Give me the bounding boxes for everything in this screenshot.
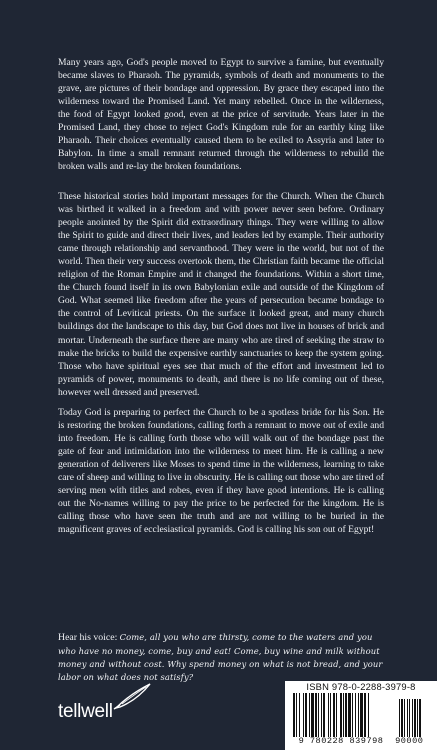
isbn-label: ISBN 978-0-2288-3979-8 [306, 681, 416, 692]
barcode-bars [293, 693, 429, 737]
quote-text: Come, all you who are thirsty, come to the waters and you who have no money, come, buy and eat! Come, buy wine and milk without money and without cost. Why spend money on what is not bread, and your labor on what does not satisfy? [58, 632, 383, 683]
barcode-bar [321, 693, 322, 737]
barcode-bar [299, 693, 300, 737]
barcode-bar [303, 693, 304, 737]
barcode-bar [345, 693, 347, 737]
barcode-bar [323, 693, 325, 737]
isbn-barcode [285, 681, 437, 750]
ean-addon: 90000 [395, 736, 424, 746]
barcode-bar [364, 693, 366, 737]
barcode-bar [330, 693, 331, 737]
ean-main: 9 780228 839798 [298, 736, 384, 746]
barcode-bar [360, 693, 363, 737]
barcode-bar [328, 693, 329, 737]
blurb-paragraph-2 [58, 190, 384, 399]
barcode-bar [315, 693, 317, 737]
paragraph-text: These historical stories hold important messages for the Church. When the Church was birthed it walked in a freedom and with power never seen before. Ordinary people anointed by the Spirit did extraordinary things. They were willing to allow the Spirit to guide and direct their lives, and leaders led by example. Their authority came through relationship and servanthood. They were in the world, but not of the world. Then their very success overtook them, the Christian faith became the official religion of the Roman Empire and it changed the foundations. Within a short time, the Church found itself in its own Babylonian exile and outside of the Kingdom of God. What seemed like freedom after the years of persecution became bondage to the control of Levitical priests. On the surface it looked great, and many church buildings dot the landscape to this day, but God does not live in houses of brick and mortar. Underneath the surface there are many who are tired of seeking the straw to make the bricks to build the expensive earthly sanctuaries to keep the system going. Those who have spiritual eyes see that much of the effort and investment led to pyramids of power, monuments to death, and there is no life coming out of these, however well dressed and preserved. [58, 191, 384, 398]
barcode-bar [358, 693, 359, 737]
paragraph-text: Many years ago, God's people moved to Egypt to survive a famine, but eventually became slaves to Pharaoh. The pyramids, symbols of death and monuments to the grave, are pictures of their bondage and oppression. By grace they escaped into the wilderness toward the Promised Land. Yet many rebelled. Once in the wilderness, the food of Egypt looked good, even at the price of servitude. Years later in the Promised Land, they chose to reject God's Kingdom rule for an earthly king like Pharaoh. Their choices eventually caused them to be exiled to Assyria and later to Babylon. In time a small remnant returned through the wilderness to rebuild the broken walls and re-lay the broken foundations. [58, 57, 384, 173]
scripture-quote [58, 631, 384, 684]
barcode-bar [333, 693, 335, 737]
barcode-addon-bar [409, 699, 410, 737]
barcode-addon-bar [401, 699, 403, 737]
barcode-bar [336, 693, 337, 737]
paragraph-text: Today God is preparing to perfect the Church to be a spotless bride for his Son. He is restoring the broken foundations, calling forth a remnant to move out of exile and into freedom. He is calling forth those who will walk out of the bondage past the gate of fear and intimidation into the wilderness to meet him. He is calling a new generation of deliverers like Moses to spend time in the wilderness, learning to take care of sheep and willing to live in obscurity. He is calling out those who are tired of serving men with titles and robes, even if they have good intentions. He is calling out the No-names willing to pay the price to be perfected for the kingdom. He is calling those who have seen the truth and are not willing to be buried in the magnificent graves of ecclesiastical pyramids. God is calling his son out of Egypt! [58, 407, 384, 536]
barcode-bar [340, 693, 342, 737]
quill-icon [112, 682, 152, 710]
barcode-bar [305, 693, 307, 737]
blurb-paragraph-3 [58, 406, 384, 536]
barcode-addon-bar [404, 699, 405, 737]
quote-lead: Hear his voice: [58, 632, 118, 643]
barcode-bar [318, 693, 319, 737]
barcode-bar [348, 693, 351, 737]
barcode-bar [343, 693, 344, 737]
barcode-addon-bar [412, 699, 413, 737]
barcode-bar [368, 693, 369, 737]
barcode-addon-bar [407, 699, 408, 737]
barcode-addon-bar [399, 699, 400, 737]
barcode-bar [311, 693, 314, 737]
barcode-addon-bar [419, 699, 421, 737]
barcode-bar [293, 693, 295, 737]
blurb-paragraph-1 [58, 56, 384, 173]
barcode-bar [309, 693, 310, 737]
barcode-bar [355, 693, 356, 737]
barcode-bar [352, 693, 353, 737]
publisher-logo [58, 682, 148, 724]
barcode-addon-bar [417, 699, 418, 737]
barcode-bar [296, 693, 297, 737]
ean-number [285, 736, 437, 746]
publisher-name: tellwell [58, 701, 113, 722]
barcode-addon-bar [414, 699, 416, 737]
